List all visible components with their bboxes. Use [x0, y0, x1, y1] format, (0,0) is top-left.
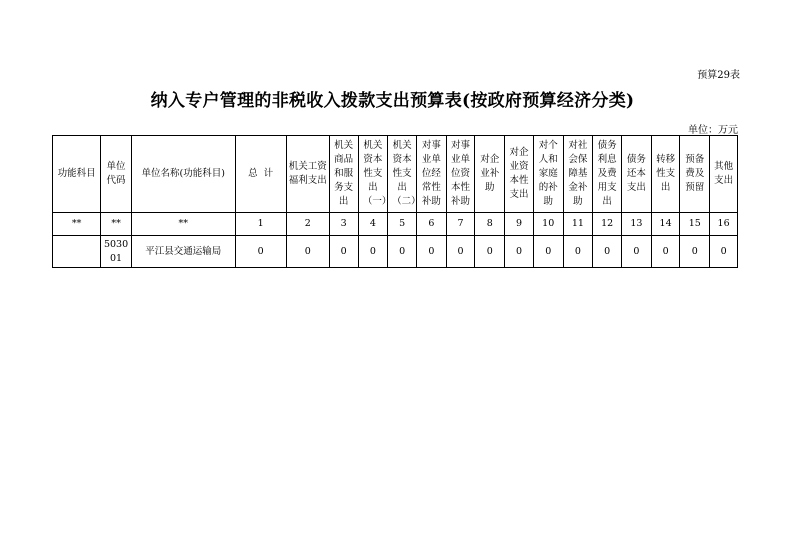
column-number-row — [53, 213, 738, 236]
column-number: 1 — [235, 213, 286, 236]
cell-code: 503001 — [101, 236, 132, 268]
column-number: 7 — [446, 213, 475, 236]
col-header-c4: 机关资本性支出（一） — [358, 136, 388, 213]
col-header-c15: 预备费及预留 — [680, 136, 710, 213]
budget-table — [52, 135, 738, 268]
col-header-c10: 对个人和家庭的补助 — [533, 136, 563, 213]
column-number: 12 — [593, 213, 622, 236]
col-header-c6: 对事业单位经常性补助 — [416, 136, 446, 213]
cell-value: 0 — [710, 236, 738, 268]
column-number: 5 — [388, 213, 417, 236]
cell-value: 0 — [235, 236, 286, 268]
column-number: 2 — [286, 213, 329, 236]
cell-value: 0 — [475, 236, 505, 268]
cell-value: 0 — [505, 236, 534, 268]
unit-label: 单位：万元 — [688, 125, 738, 136]
cell-value: 0 — [416, 236, 446, 268]
column-number: 13 — [622, 213, 652, 236]
col-header-c14: 转移性支出 — [651, 136, 680, 213]
column-number: ** — [101, 213, 132, 236]
column-number: 3 — [329, 213, 358, 236]
col-header-c11: 对社会保障基金补助 — [563, 136, 593, 213]
col-header-c7: 对事业单位资本性补助 — [446, 136, 475, 213]
column-number: 10 — [533, 213, 563, 236]
table-header-row — [53, 136, 738, 213]
col-header-c8: 对企业补助 — [475, 136, 505, 213]
cell-value: 0 — [651, 236, 680, 268]
col-header-total: 总 计 — [235, 136, 286, 213]
col-header-code: 单位代码 — [101, 136, 132, 213]
cell-value: 0 — [446, 236, 475, 268]
cell-value: 0 — [593, 236, 622, 268]
col-header-c3: 机关商品和服务支出 — [329, 136, 358, 213]
cell-value: 0 — [622, 236, 652, 268]
column-number: 6 — [416, 213, 446, 236]
column-number: 11 — [563, 213, 593, 236]
column-number: 16 — [710, 213, 738, 236]
cell-value: 0 — [358, 236, 388, 268]
column-number: ** — [131, 213, 235, 236]
col-header-c2: 机关工资福利支出 — [286, 136, 329, 213]
cell-value: 0 — [388, 236, 417, 268]
cell-value: 0 — [329, 236, 358, 268]
col-header-name: 单位名称(功能科目) — [131, 136, 235, 213]
col-header-c16: 其他支出 — [710, 136, 738, 213]
col-header-c5: 机关资本性支出（二） — [388, 136, 417, 213]
column-number: 4 — [358, 213, 388, 236]
page-title: 纳入专户管理的非税收入拨款支出预算表(按政府预算经济分类) — [150, 91, 635, 111]
column-number: 15 — [680, 213, 710, 236]
cell-value: 0 — [563, 236, 593, 268]
cell-name: 平江县交通运输局 — [131, 236, 235, 268]
column-number: 14 — [651, 213, 680, 236]
cell-value: 0 — [680, 236, 710, 268]
col-header-func: 功能科目 — [53, 136, 101, 213]
col-header-c9: 对企业资本性支出 — [505, 136, 534, 213]
col-header-c12: 债务利息及费用支出 — [593, 136, 622, 213]
cell-value: 0 — [533, 236, 563, 268]
cell-func — [53, 236, 101, 268]
column-number: 9 — [505, 213, 534, 236]
table-number: 预算29表 — [697, 70, 740, 81]
cell-value: 0 — [286, 236, 329, 268]
table-row — [53, 236, 738, 268]
column-number: 8 — [475, 213, 505, 236]
col-header-c13: 债务还本支出 — [622, 136, 652, 213]
column-number: ** — [53, 213, 101, 236]
